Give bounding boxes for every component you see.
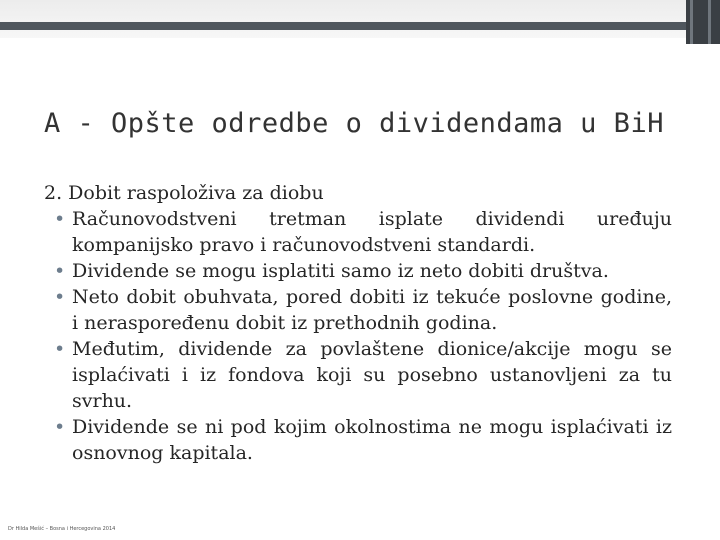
bullet-item (44, 258, 672, 284)
bullet-icon: • (54, 208, 66, 230)
bullet-item (44, 284, 672, 336)
slide-body (44, 180, 672, 466)
bullet-text: Dividende se mogu isplatiti samo iz neto dobiti društva. (72, 260, 609, 282)
bullet-text: Neto dobit obuhvata, pored dobiti iz tekuće poslovne godine, i neraspoređenu dobit iz prethodnih godina. (72, 286, 672, 334)
header-stripe (0, 22, 720, 30)
bullet-list (44, 206, 672, 466)
bullet-icon: • (54, 338, 66, 360)
bullet-item (44, 336, 672, 414)
bullet-icon: • (54, 416, 66, 438)
slide-title: A - Opšte odredbe o dividendama u BiH (44, 108, 664, 139)
bullet-text: Međutim, dividende za povlaštene dionice/akcije mogu se isplaćivati i iz fondova koji su posebno ustanovljeni za tu svrhu. (72, 338, 672, 412)
corner-line-left (690, 0, 693, 44)
bullet-item (44, 414, 672, 466)
bullet-text: Dividende se ni pod kojim okolnostima ne mogu isplaćivati iz osnovnog kapitala. (72, 416, 672, 464)
bullet-icon: • (54, 286, 66, 308)
bullet-text: Računovodstveni tretman isplate dividendi uređuju kompanijsko pravo i računovodstveni standardi. (72, 208, 672, 256)
bullet-icon: • (54, 260, 66, 282)
bullet-item (44, 206, 672, 258)
corner-decoration (686, 0, 720, 44)
section-heading: 2. Dobit raspoloživa za diobu (44, 182, 324, 204)
slide-footer: Dr Hilda Mešić – Bosna i Hercegovina 2014 (8, 526, 116, 532)
header-band (0, 0, 720, 38)
corner-line-right (708, 0, 711, 44)
